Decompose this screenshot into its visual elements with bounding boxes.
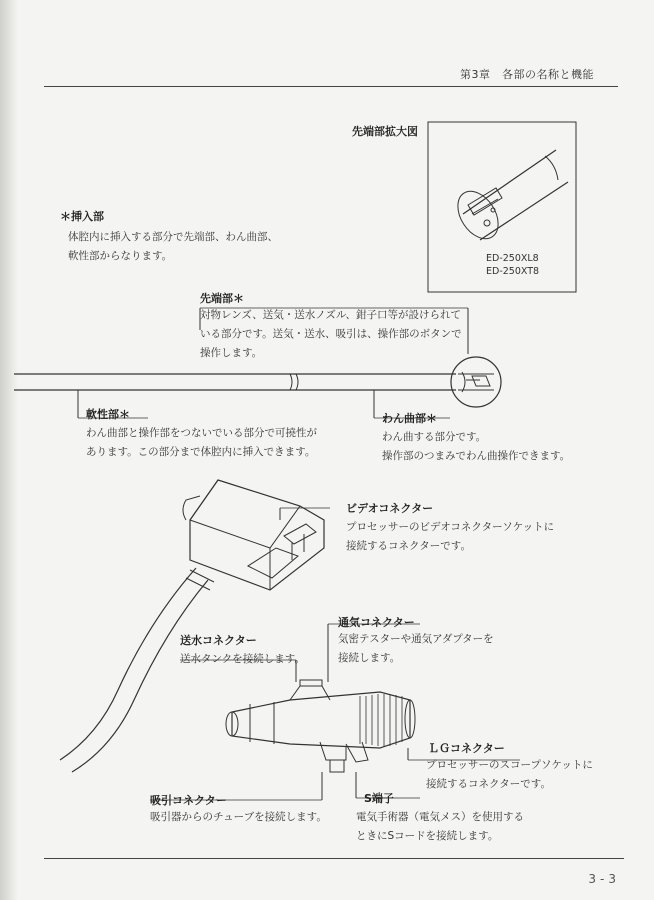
flexible-title: 軟性部＊ (86, 408, 130, 421)
s-terminal-title: S端子 (364, 792, 394, 805)
lg-connector-title: ＬＧコネクター (428, 742, 505, 755)
lg-connector-desc-line-1: プロセッサーのスコープソケットに (426, 759, 593, 771)
tip-model-list (486, 252, 539, 278)
insertion-title: ＊挿入部 (60, 210, 104, 223)
bending-desc (382, 428, 570, 466)
air-connector-desc-line-2: 接続します。 (338, 652, 401, 664)
chapter-header: 第3章 各部の名称と機能 (460, 68, 594, 81)
tip-enlarged-title: 先端部拡大図 (352, 125, 418, 138)
tip-model-2: ED-250XT8 (486, 266, 540, 277)
video-connector-title: ビデオコネクター (346, 502, 434, 515)
bending-desc-line-1: わん曲する部分です。 (382, 431, 487, 443)
video-connector-desc (346, 518, 554, 556)
distal-end-desc-line-1: 対物レンズ、送気・送水ノズル、鉗子口等が設けられて (200, 309, 461, 321)
distal-end-desc (200, 306, 462, 363)
flexible-desc (86, 424, 317, 462)
distal-end-desc-line-3: 操作します。 (200, 347, 263, 359)
lg-connector-desc (426, 756, 593, 794)
insertion-desc-line-2: 軟性部からなります。 (68, 250, 173, 262)
page-number: 3-3 (588, 872, 620, 886)
distal-end-title: 先端部＊ (200, 292, 244, 305)
air-connector-desc-line-1: 気密テスターや通気アダプターを (338, 633, 494, 645)
suction-connector-title: 吸引コネクター (150, 794, 227, 807)
bending-title: わん曲部＊ (382, 412, 437, 425)
water-connector-desc (180, 650, 305, 669)
s-terminal-desc (356, 808, 524, 846)
lg-connector-desc-line-2: 接続するコネクターです。 (426, 778, 551, 790)
distal-end-desc-line-2: いる部分です。送気・送水、吸引は、操作部のボタンで (200, 328, 462, 340)
s-terminal-desc-line-1: 電気手術器（電気メス）を使用する (356, 811, 524, 823)
insertion-desc (68, 228, 278, 266)
insertion-desc-line-1: 体腔内に挿入する部分で先端部、わん曲部、 (68, 231, 278, 243)
flexible-desc-line-2: あります。この部分まで体腔内に挿入できます。 (86, 446, 316, 458)
s-terminal-desc-line-2: ときにSコードを接続します。 (356, 830, 499, 842)
water-connector-desc-line-1: 送水タンクを接続します。 (180, 653, 305, 665)
suction-connector-desc (150, 808, 327, 827)
tip-model-1: ED-250XL8 (486, 253, 539, 264)
flexible-desc-line-1: わん曲部と操作部をつないでいる部分で可撓性が (86, 427, 317, 439)
suction-connector-desc-line-1: 吸引器からのチューブを接続します。 (150, 811, 327, 823)
footer-rule (44, 858, 624, 859)
air-connector-desc (338, 630, 494, 668)
water-connector-title: 送水コネクター (180, 634, 257, 647)
video-connector-desc-line-1: プロセッサーのビデオコネクターソケットに (346, 521, 555, 533)
video-connector-desc-line-2: 接続するコネクターです。 (346, 540, 471, 552)
air-connector-title: 通気コネクター (338, 616, 415, 629)
bending-desc-line-2: 操作部のつまみでわん曲操作できます。 (382, 450, 571, 462)
